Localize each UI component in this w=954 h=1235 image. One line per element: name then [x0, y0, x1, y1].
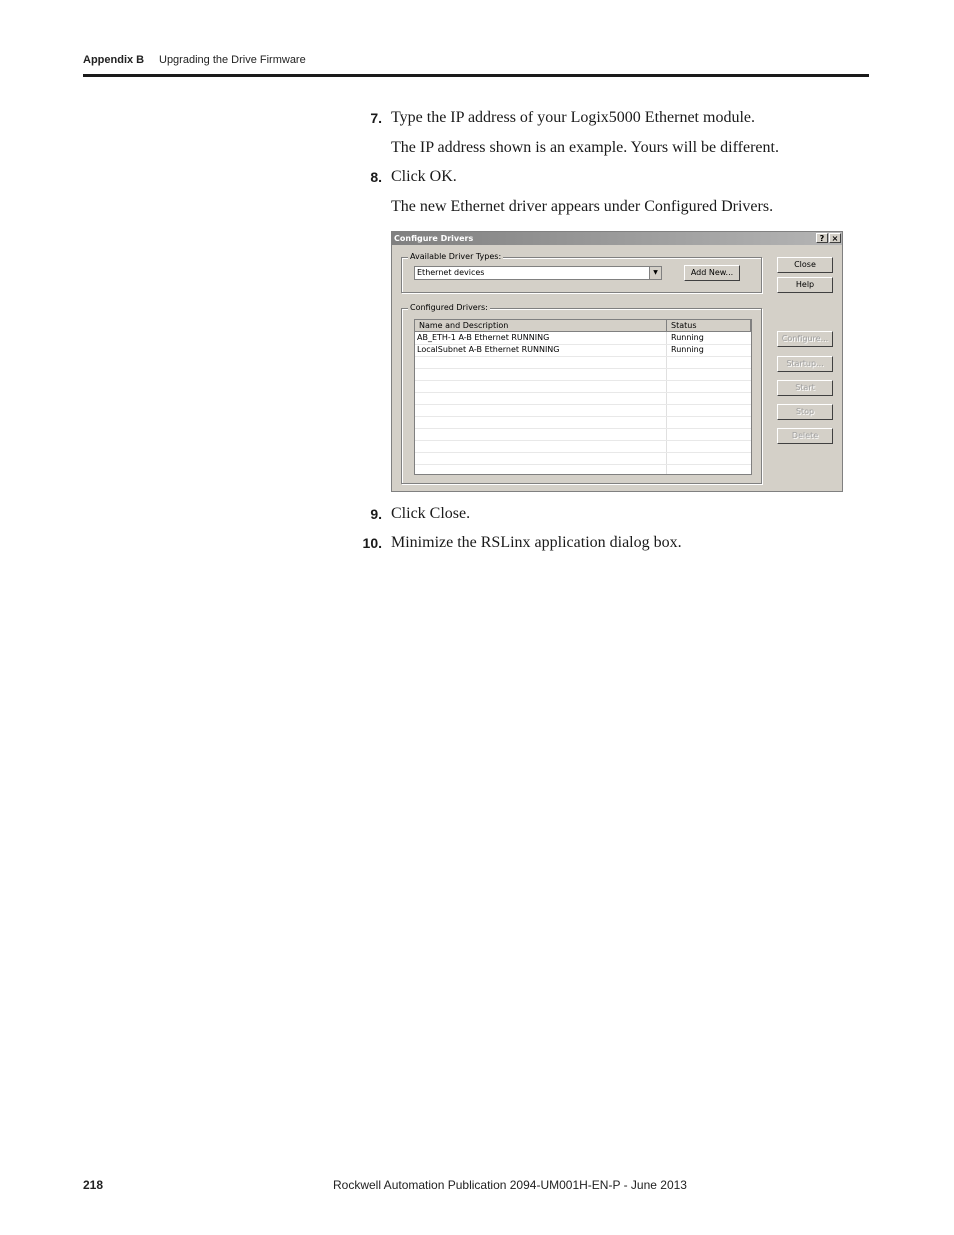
driver-type-value: Ethernet devices [417, 268, 485, 277]
column-header-status[interactable]: Status [667, 320, 751, 332]
empty-row [415, 452, 751, 465]
chevron-down-icon[interactable]: ▼ [649, 267, 661, 279]
close-button[interactable]: Close [777, 257, 833, 273]
configured-drivers-label: Configured Drivers: [410, 303, 488, 312]
delete-button[interactable]: Delete [777, 428, 833, 444]
step-number: 10. [362, 535, 382, 551]
help-button[interactable]: Help [777, 277, 833, 293]
driver-name: AB_ETH-1 A-B Ethernet RUNNING [417, 333, 550, 342]
step-number: 7. [370, 110, 382, 126]
step-text: Click Close. [391, 505, 471, 522]
startup-button[interactable]: Startup... [777, 356, 833, 372]
available-driver-label: Available Driver Types: [410, 252, 502, 261]
publication-info: Rockwell Automation Publication 2094-UM001H-EN-P - June 2013 [333, 1178, 687, 1192]
add-new-button[interactable]: Add New... [684, 265, 740, 281]
step-number: 9. [370, 506, 382, 522]
step-note: The IP address shown is an example. Yours will be different. [391, 139, 779, 156]
page-number: 218 [83, 1178, 104, 1192]
help-title-button[interactable]: ? [816, 233, 828, 243]
step-text: Click OK. [391, 168, 457, 185]
driver-name: LocalSubnet A-B Ethernet RUNNING [417, 345, 560, 354]
step-number: 8. [370, 169, 382, 185]
step-note: The new Ethernet driver appears under Configured Drivers. [391, 198, 774, 215]
driver-type-select[interactable] [414, 266, 662, 280]
driver-status: Running [671, 333, 704, 342]
configure-button[interactable]: Configure... [777, 331, 833, 347]
step-text: Minimize the RSLinx application dialog box. [391, 534, 682, 551]
start-button[interactable]: Start [777, 380, 833, 396]
dialog-title: Configure Drivers [392, 232, 842, 245]
configured-drivers-list[interactable] [414, 319, 752, 475]
driver-status: Running [671, 345, 704, 354]
header-rule [83, 74, 869, 77]
close-title-button[interactable]: × [829, 233, 841, 243]
step-text: Type the IP address of your Logix5000 Ethernet module. [391, 109, 755, 126]
column-header-name[interactable]: Name and Description [415, 320, 667, 332]
header-appendix: Appendix B [83, 54, 145, 66]
header-section: Upgrading the Drive Firmware [159, 54, 306, 66]
stop-button[interactable]: Stop [777, 404, 833, 420]
configure-drivers-dialog [391, 231, 843, 492]
